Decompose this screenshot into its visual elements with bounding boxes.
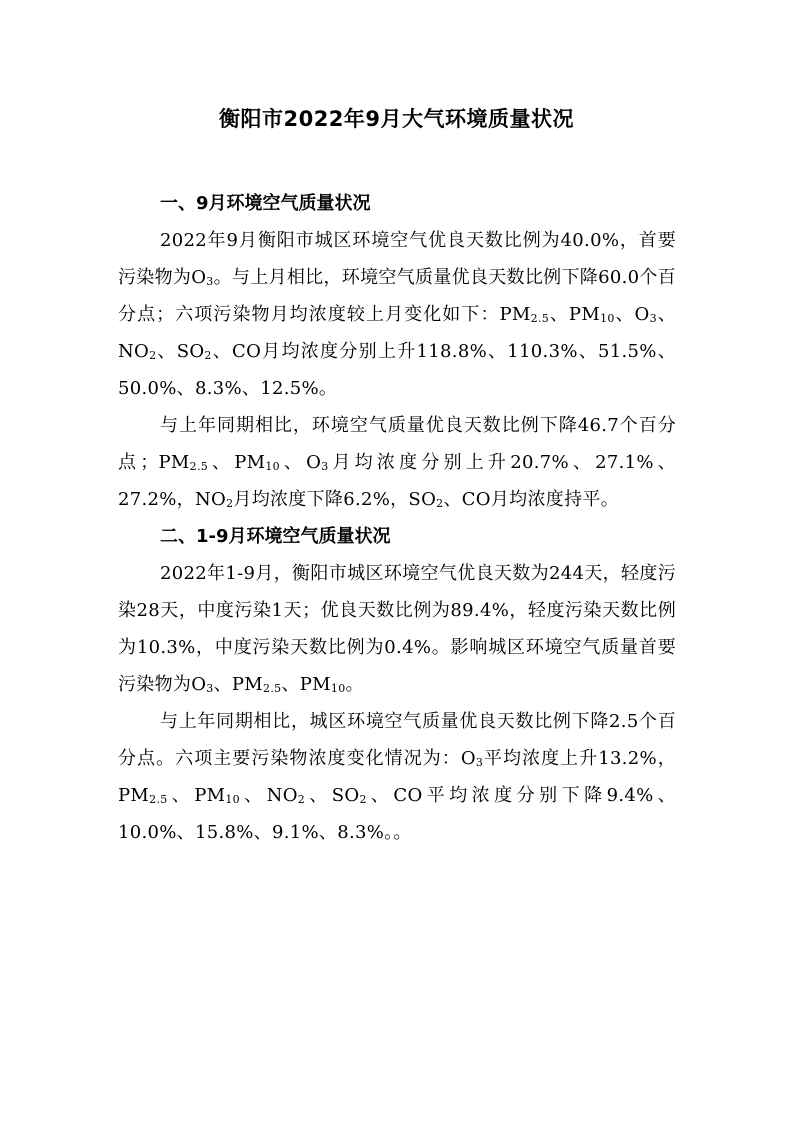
text-run: 。与上月相比，环境空气质量优良天数比例下降60.0个百分点；六项污染物月均浓度较上月变化如下：PM [118, 267, 676, 325]
text-run: 、PM [208, 452, 266, 473]
subscript: 2 [149, 349, 157, 362]
text-run: 与上年同期相比，环境空气质量优良天数比例下降46.7个百分点；PM [118, 415, 676, 473]
subscript: 10 [330, 682, 346, 695]
paragraph-ytd-summary [118, 555, 676, 703]
subscript: 3 [649, 312, 657, 325]
subscript: 3 [206, 275, 214, 288]
subscript: 3 [321, 460, 329, 473]
subscript: 2.5 [189, 460, 209, 473]
subscript: 10 [225, 793, 240, 806]
text-run: 、CO月均浓度持平。 [443, 489, 619, 510]
text-run: 2022年1-9月，衡阳市城区环境空气优良天数为244天，轻度污染28天，中度污染1天；优良天数比例为89.4%，轻度污染天数比例为10.3%，中度污染天数比例为0.4%。影响城区环境空气质量首要污染物为O [118, 563, 676, 695]
text-run: 2022年9月衡阳市城区环境空气优良天数比例为40.0%，首要污染物为O [118, 230, 676, 288]
text-run: 、NO [118, 304, 676, 362]
subscript: 2 [297, 793, 306, 806]
subscript: 2 [226, 497, 234, 510]
subscript: 2.5 [530, 312, 550, 325]
text-run: 、SO [305, 785, 360, 806]
subscript: 2 [436, 497, 444, 510]
paragraph-ytd-yoy [118, 703, 676, 851]
section-heading-monthly: 一、9月环境空气质量状况 [160, 193, 371, 214]
text-run: 、PM [167, 785, 226, 806]
text-run: 、CO平均浓度分别下降9.4%、10.0%、15.8%、9.1%、8.3%。。 [118, 785, 676, 843]
section-heading-ytd: 二、1-9月环境空气质量状况 [160, 526, 391, 547]
text-run: 。 [345, 674, 364, 695]
text-run: 、PM [549, 304, 601, 325]
text-run: 月均浓度下降6.2%，SO [233, 489, 437, 510]
text-run: 平均浓度上升13.2%，PM [118, 748, 676, 806]
text-run: 、CO月均浓度分别上升118.8%、110.3%、51.5%、50.0%、8.3%、12.5%。 [118, 341, 676, 399]
text-run: 、SO [156, 341, 205, 362]
text-run: 、NO [239, 785, 298, 806]
text-run: 、O [614, 304, 650, 325]
subscript: 10 [265, 460, 280, 473]
subscript: 2 [359, 793, 367, 806]
text-run: 、PM [213, 674, 264, 695]
text-run: 月均浓度分别上升20.7%、27.1%、27.2%，NO [118, 452, 676, 510]
paragraph-monthly-yoy [118, 407, 676, 518]
subscript: 3 [206, 682, 214, 695]
subscript: 2.5 [263, 682, 282, 695]
subscript: 2 [204, 349, 212, 362]
document-title: 衡阳市2022年9月大气环境质量状况 [218, 107, 575, 131]
text-run: 、O [279, 452, 322, 473]
subscript: 3 [475, 756, 484, 769]
paragraph-monthly-summary [118, 222, 676, 407]
subscript: 10 [600, 312, 615, 325]
document-body [118, 185, 676, 851]
text-run: 、PM [281, 674, 331, 695]
text-run: 与上年同期相比，城区环境空气质量优良天数比例下降2.5个百分点。六项主要污染物浓度变化情况为：O [118, 711, 676, 769]
subscript: 2.5 [149, 793, 168, 806]
